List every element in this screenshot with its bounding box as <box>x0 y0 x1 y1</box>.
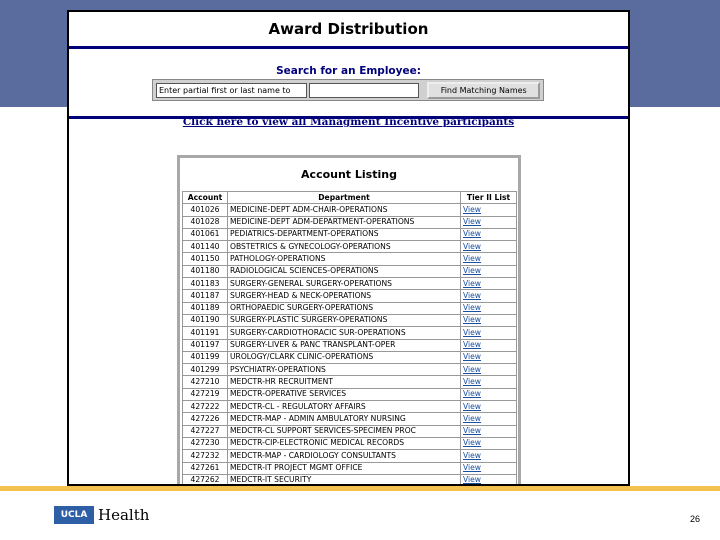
table-row <box>183 388 517 400</box>
account-table <box>182 191 517 486</box>
account-number-cell: 401150 <box>183 253 228 265</box>
department-cell: PSYCHIATRY-OPERATIONS <box>228 364 461 376</box>
employee-search-section <box>69 49 628 119</box>
account-number-cell: 401140 <box>183 241 228 253</box>
tier2-list-cell <box>461 450 517 462</box>
view-tier2-link[interactable]: View <box>463 204 482 214</box>
table-row <box>183 290 517 302</box>
view-tier2-link[interactable]: View <box>463 290 482 300</box>
department-cell: MEDCTR-IT PROJECT MGMT OFFICE <box>228 462 461 474</box>
tier2-list-cell <box>461 351 517 363</box>
view-tier2-link[interactable]: View <box>463 253 482 263</box>
department-cell: MEDCTR-OPERATIVE SERVICES <box>228 388 461 400</box>
tier2-list-cell <box>461 278 517 290</box>
table-row <box>183 302 517 314</box>
account-number-cell: 427262 <box>183 474 228 486</box>
tier2-list-cell <box>461 241 517 253</box>
table-row <box>183 278 517 290</box>
department-cell: ORTHOPAEDIC SURGERY-OPERATIONS <box>228 302 461 314</box>
ucla-health-logo <box>54 506 149 524</box>
account-number-cell: 427232 <box>183 450 228 462</box>
employee-name-input[interactable] <box>309 83 419 98</box>
department-cell: MEDICINE-DEPT ADM-DEPARTMENT-OPERATIONS <box>228 216 461 228</box>
view-tier2-link[interactable]: View <box>463 303 482 313</box>
search-bar <box>152 79 544 101</box>
department-cell: RADIOLOGICAL SCIENCES-OPERATIONS <box>228 265 461 277</box>
tier2-list-cell <box>461 462 517 474</box>
account-number-cell: 427219 <box>183 388 228 400</box>
department-cell: MEDICINE-DEPT ADM-CHAIR-OPERATIONS <box>228 204 461 216</box>
account-number-cell: 427222 <box>183 401 228 413</box>
column-header-account: Account <box>183 192 228 204</box>
department-cell: SURGERY-CARDIOTHORACIC SUR-OPERATIONS <box>228 327 461 339</box>
view-tier2-link[interactable]: View <box>463 376 482 386</box>
view-tier2-link[interactable]: View <box>463 426 482 436</box>
table-row <box>183 314 517 326</box>
department-cell: MEDCTR-IT SECURITY <box>228 474 461 486</box>
search-hint-label: Enter partial first or last name to <box>156 83 307 98</box>
department-cell: MEDCTR-MAP - ADMIN AMBULATORY NURSING <box>228 413 461 425</box>
table-row <box>183 450 517 462</box>
tier2-list-cell <box>461 265 517 277</box>
view-tier2-link[interactable]: View <box>463 401 482 411</box>
department-cell: MEDCTR-CL SUPPORT SERVICES-SPECIMEN PROC <box>228 425 461 437</box>
view-tier2-link[interactable]: View <box>463 327 482 337</box>
tier2-list-cell <box>461 339 517 351</box>
account-number-cell: 401199 <box>183 351 228 363</box>
tier2-list-cell <box>461 376 517 388</box>
table-row <box>183 401 517 413</box>
department-cell: MEDCTR-CIP-ELECTRONIC MEDICAL RECORDS <box>228 437 461 449</box>
tier2-list-cell <box>461 437 517 449</box>
tier2-list-cell <box>461 364 517 376</box>
table-row <box>183 339 517 351</box>
view-tier2-link[interactable]: View <box>463 413 482 423</box>
tier2-list-cell <box>461 228 517 240</box>
tier2-list-cell <box>461 302 517 314</box>
column-header-tier2: Tier II List <box>461 192 517 204</box>
department-cell: PEDIATRICS-DEPARTMENT-OPERATIONS <box>228 228 461 240</box>
department-cell: SURGERY-GENERAL SURGERY-OPERATIONS <box>228 278 461 290</box>
view-tier2-link[interactable]: View <box>463 438 482 448</box>
tier2-list-cell <box>461 204 517 216</box>
account-number-cell: 401187 <box>183 290 228 302</box>
table-row <box>183 462 517 474</box>
table-row <box>183 265 517 277</box>
account-number-cell: 401197 <box>183 339 228 351</box>
view-tier2-link[interactable]: View <box>463 340 482 350</box>
tier2-list-cell <box>461 290 517 302</box>
table-row <box>183 474 517 486</box>
page-title: Award Distribution <box>268 20 429 38</box>
account-table-header <box>183 192 517 204</box>
table-row <box>183 228 517 240</box>
view-tier2-link[interactable]: View <box>463 463 482 473</box>
mgmt-incentive-link[interactable]: Click here to view all Managment Incentive participants <box>182 116 515 128</box>
account-number-cell: 427227 <box>183 425 228 437</box>
table-row <box>183 241 517 253</box>
department-cell: UROLOGY/CLARK CLINIC-OPERATIONS <box>228 351 461 363</box>
view-tier2-link[interactable]: View <box>463 389 482 399</box>
account-listing-title-bar <box>180 158 518 191</box>
view-tier2-link[interactable]: View <box>463 315 482 325</box>
column-header-department: Department <box>228 192 461 204</box>
table-row <box>183 425 517 437</box>
search-title: Search for an Employee: <box>276 65 421 77</box>
account-number-cell: 401026 <box>183 204 228 216</box>
view-tier2-link[interactable]: View <box>463 229 482 239</box>
table-row <box>183 204 517 216</box>
tier2-list-cell <box>461 327 517 339</box>
view-tier2-link[interactable]: View <box>463 217 482 227</box>
account-number-cell: 401191 <box>183 327 228 339</box>
footer-gold-line <box>0 486 720 491</box>
find-matching-names-button[interactable]: Find Matching Names <box>427 82 540 99</box>
account-number-cell: 401028 <box>183 216 228 228</box>
account-listing-title: Account Listing <box>301 168 397 181</box>
view-tier2-link[interactable]: View <box>463 450 482 460</box>
account-number-cell: 401189 <box>183 302 228 314</box>
department-cell: SURGERY-PLASTIC SURGERY-OPERATIONS <box>228 314 461 326</box>
table-row <box>183 216 517 228</box>
account-number-cell: 401183 <box>183 278 228 290</box>
table-row <box>183 376 517 388</box>
logo-ucla-text: UCLA <box>54 506 94 524</box>
department-cell: MEDCTR-HR RECRUITMENT <box>228 376 461 388</box>
account-number-cell: 401061 <box>183 228 228 240</box>
department-cell: MEDCTR-CL - REGULATORY AFFAIRS <box>228 401 461 413</box>
tier2-list-cell <box>461 253 517 265</box>
view-tier2-link[interactable]: View <box>463 352 482 362</box>
tier2-list-cell <box>461 388 517 400</box>
department-cell: MEDCTR-MAP - CARDIOLOGY CONSULTANTS <box>228 450 461 462</box>
department-cell: PATHOLOGY-OPERATIONS <box>228 253 461 265</box>
department-cell: OBSTETRICS & GYNECOLOGY-OPERATIONS <box>228 241 461 253</box>
app-screenshot <box>67 10 630 486</box>
table-row <box>183 253 517 265</box>
account-number-cell: 427210 <box>183 376 228 388</box>
account-number-cell: 401180 <box>183 265 228 277</box>
department-cell: SURGERY-LIVER & PANC TRANSPLANT-OPER <box>228 339 461 351</box>
view-tier2-link[interactable]: View <box>463 475 482 485</box>
tier2-list-cell <box>461 216 517 228</box>
tier2-list-cell <box>461 425 517 437</box>
table-row <box>183 437 517 449</box>
department-cell: SURGERY-HEAD & NECK-OPERATIONS <box>228 290 461 302</box>
slide-page-number: 26 <box>689 514 700 524</box>
view-tier2-link[interactable]: View <box>463 241 482 251</box>
logo-health-text: Health <box>98 506 150 524</box>
app-header <box>69 12 628 46</box>
tier2-list-cell <box>461 474 517 486</box>
view-tier2-link[interactable]: View <box>463 278 482 288</box>
account-number-cell: 427226 <box>183 413 228 425</box>
table-row <box>183 364 517 376</box>
tier2-list-cell <box>461 413 517 425</box>
tier2-list-cell <box>461 314 517 326</box>
account-listing-panel <box>177 155 521 486</box>
view-tier2-link[interactable]: View <box>463 266 482 276</box>
table-row <box>183 413 517 425</box>
account-number-cell: 427230 <box>183 437 228 449</box>
table-row <box>183 351 517 363</box>
account-number-cell: 401299 <box>183 364 228 376</box>
account-number-cell: 427261 <box>183 462 228 474</box>
account-table-body <box>183 204 517 486</box>
tier2-list-cell <box>461 401 517 413</box>
table-row <box>183 327 517 339</box>
account-number-cell: 401190 <box>183 314 228 326</box>
view-tier2-link[interactable]: View <box>463 364 482 374</box>
